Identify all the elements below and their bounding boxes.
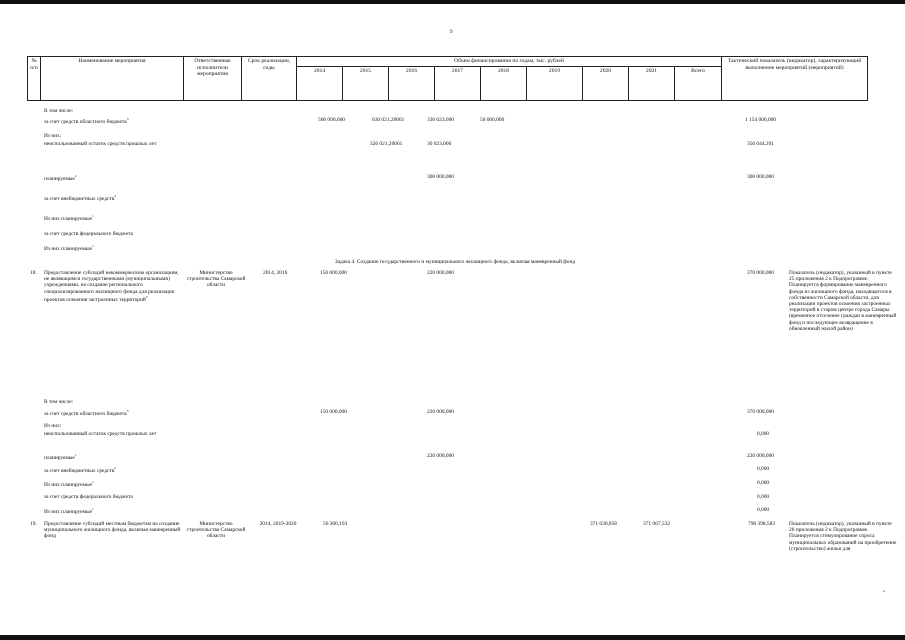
term: 2014, 2016 [263,270,288,276]
value-cell: 326 021,20061 [370,141,403,147]
task-heading: Задача 4. Создание государственного и муниципального жилищного фонда, включая маневренный фонд [334,259,576,265]
value-cell: 371 067,532 [643,521,670,527]
value-cell: 150 000,000 [320,409,347,415]
row-label: за счет средств федерального бюджета [44,494,133,500]
value-cell: 300 000,000 [427,174,454,180]
row-label: Из них планируемые$^1$ [44,244,94,252]
row-label: Из них планируемые$^1$ [44,214,94,222]
top-border [0,0,905,4]
responsible: Министерство строительства Самарской области [186,270,246,289]
row-label: В том числе: [44,399,74,405]
value-cell: 300 000,000 [747,174,774,180]
row-label: за счет внебюджетных средств$^3$ [44,194,117,202]
value-cell: 1 154 000,000 [745,117,776,123]
value-cell: 150 000,000 [320,270,347,276]
header-indicator: Тактический показатель (индикатор), характеризующий выполнение мероприятий (мероприятий) [722,57,868,101]
activity-name: Предоставление субсидий местным бюджетам на создание муниципального жилищного фонда, включая маневренный фонд [44,521,181,540]
value-cell: 220 000,000 [427,409,454,415]
scan-dot: • [883,590,885,595]
value-cell: 798 398,583 [748,521,775,527]
value-cell: 220 000,000 [747,453,774,459]
responsible: Министерство строительства Самарской области [186,521,246,540]
year-2015: 2015 [343,67,389,101]
value-cell: 30 023,000 [427,141,452,147]
value-cell: 0,000 [757,507,770,513]
row-label: за счет внебюджетных средств$^2$ [44,466,117,474]
value-cell: 0,000 [757,480,770,486]
value-cell: 350 044,201 [747,141,774,147]
year-2020: 2020 [583,67,629,101]
row-label: планируемые$^1$ [44,453,77,461]
header-term: Срок реализации, годы [242,57,297,101]
header-num: № п/п [28,57,41,101]
page-number: 9 [450,30,453,35]
year-2017: 2017 [435,67,481,101]
year-2014: 2014 [297,67,343,101]
year-2019: 2019 [527,67,583,101]
value-cell: 0,000 [757,494,770,500]
row-label: неиспользованный остаток средств прошлых лет [44,141,157,147]
row-label: неиспользованный остаток средств прошлых лет [44,431,157,437]
indicator: Показатель (индикатор), указанный в пункте 25 приложения 2 к Подпрограмме. Планируется формирование маневренного фонда из жилищного фонда, находящегося в собственности Самарской области, для реализации проектов освоения застроенных территорий в старом центре города Самары (временное отселение граждан в маневренный фонд и последующее возвращение в обновленный жилой район) [789,270,897,332]
activity-name: Предоставление субсидий некоммерческим организациям, не являющимся государственными (муниципальными) учреждениями, на создание регионального специализированного жилищного фонда для реализации проектов освоения застроенных территорий$^3$ [44,270,179,303]
row-label: Из них планируемые$^1$ [44,507,94,515]
year-2021: 2021 [629,67,675,101]
header-name: Наименование мероприятия [41,57,184,101]
year-2016: 2016 [389,67,435,101]
value-cell: 0,000 [757,466,770,472]
row-number: 18. [30,270,37,276]
header-finance: Объем финансирования по годам, тыс. рублей [297,57,722,67]
row-label: за счет средств областного бюджета$^3$ [44,117,129,125]
row-label: планируемые$^2$ [44,174,77,182]
value-cell: 330 023,000 [427,117,454,123]
row-label: В том числе: [44,108,74,114]
value-cell: 371 030,858 [590,521,617,527]
bottom-border [0,635,905,640]
year-2018: 2018 [481,67,527,101]
value-cell: 630 021,20061 [372,117,405,123]
row-label: Из них: [44,423,62,429]
value-cell: 220 000,000 [427,453,454,459]
value-cell: 370 000,000 [747,270,774,276]
value-cell: 0,000 [757,431,770,437]
row-label: за счет средств федерального бюджета [44,231,133,237]
value-cell: 370 000,000 [747,409,774,415]
value-cell: 500 000,000 [318,117,345,123]
year-total: Всего [675,67,722,101]
term: 2014, 2019-2020 [259,521,297,527]
table-header [27,56,868,101]
value-cell: 56 300,193 [323,521,348,527]
header-resp: Ответственные исполнители мероприятия [184,57,242,101]
value-cell: 50 000,000 [480,117,505,123]
indicator: Показатель (индикатор), указанный в пункте 26 приложения 2 к Подпрограмме. Планируется стимулирование спроса муниципальных образований на приобретение (строительство) жилья для [789,521,897,552]
value-cell: 220 000,000 [427,270,454,276]
row-number: 19. [30,521,37,527]
row-label: за счет средств областного бюджета$^3$ [44,409,129,417]
row-label: Из них: [44,133,62,139]
row-label: Из них планируемые$^1$ [44,480,94,488]
